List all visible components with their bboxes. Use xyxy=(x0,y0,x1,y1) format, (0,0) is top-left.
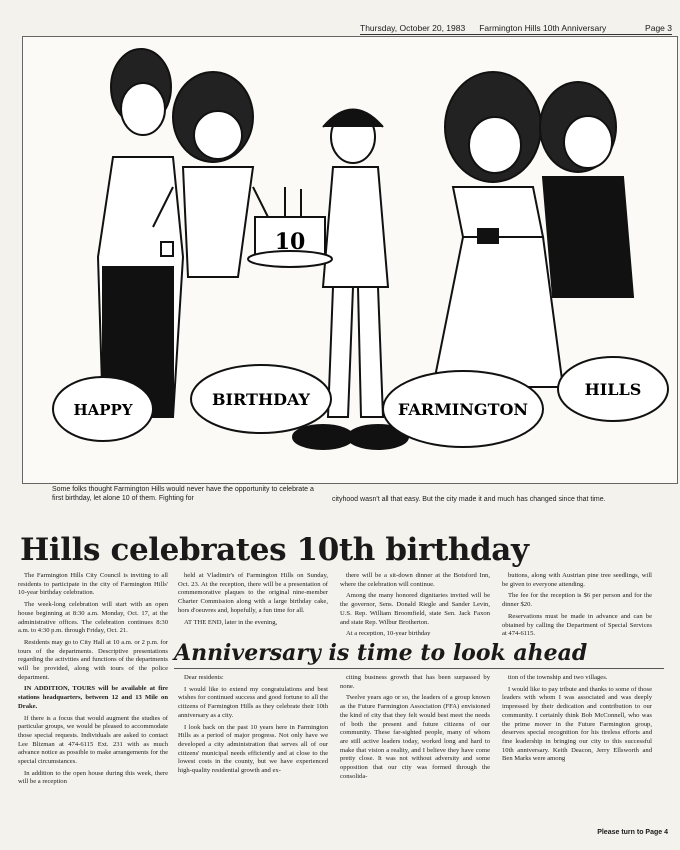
balloon-text-birthday: BIRTHDAY xyxy=(212,390,310,409)
continued-notice: Please turn to Page 4 xyxy=(597,829,668,836)
letter-column-1 xyxy=(178,674,328,834)
subheadline: Anniversary is time to look ahead xyxy=(174,640,588,666)
letter-column-2 xyxy=(340,674,490,834)
story-paragraph: The fee for the reception is $6 per person and for the dinner $20. xyxy=(502,592,652,609)
letter-paragraph: I look back on the past 10 years here in Farmington Hills as a period of major progress. Not only have we developed a city administration that serves all of our citizens' municipal needs efficiently and at close to the lowest costs in the county, but we have experienced high-quality residential growth and ex- xyxy=(178,723,328,775)
story-paragraph: Among the many honored dignitaries invited will be the governor, Sens. Donald Riegle and Sander Levin, U.S. Rep. William Broomfield, state Sen. Jack Faxon and state Rep. Wilbur Brotherton. xyxy=(340,592,490,626)
story-paragraph: At a reception, 10-year birthday xyxy=(346,630,431,636)
header-date: Thursday, October 20, 1983 xyxy=(360,23,466,33)
story-paragraph: AT THE END, later in the evening, xyxy=(184,618,278,626)
story-column-1 xyxy=(18,572,168,842)
story-paragraph: If there is a focus that would augment the studies of particular groups, we would be pleased to accommodate those special requests. Individuals are asked to contact Lee Blizman at 474-6115 Ext. 231 with as much advance notice as possible to make arrangements for the special circumstances. xyxy=(18,714,168,766)
story-paragraph: Residents may go to City Hall at 10 a.m. or 2 p.m. for tours of the departments. Descriptive presentations regarding the activities and functions of the departments will be provided, along with tours of the police department. xyxy=(18,638,168,681)
story-paragraph: there will be a sit-down dinner at the Botsford Inn, where the celebration will continue. xyxy=(340,572,490,588)
story-paragraph: The week-long celebration will start with an open house beginning at 8:30 a.m. Monday, Oct. 17, at the administrative offices. The celebration continues 8:30 a.m. to 4:30 p.m. through Friday, Oct. 21. xyxy=(18,601,168,635)
balloon-text-happy: HAPPY xyxy=(73,401,133,419)
cartoon-artwork xyxy=(23,37,677,483)
letter-column-3 xyxy=(502,674,652,828)
right-couple-figure xyxy=(433,72,633,387)
balloon-text-hills: HILLS xyxy=(584,380,642,399)
story-column-3 xyxy=(340,572,490,636)
story-paragraph: buttons, along with Austrian pine tree seedlings, will be given to everyone attending. xyxy=(502,572,652,588)
story-paragraph: held at Vladimir's of Farmington Hills on Sunday, Oct. 23. At the reception, there will be a presentation of commemorative plaques to the original nine-member Charter Commission along with a large birthday cake, hors d'oeuvres and, hopefully, a fun time for all. xyxy=(178,572,328,614)
letter-paragraph: citing business growth that has been surpassed by none. xyxy=(340,674,490,690)
header-section: Farmington Hills 10th Anniversary xyxy=(479,23,607,33)
balloon-text-farmington: FARMINGTON xyxy=(397,400,529,419)
story-column-4 xyxy=(502,572,652,636)
story-paragraph: Reservations must be made in advance and can be obtained by calling the Department of Special Services at 474-6115. xyxy=(502,612,652,636)
page-header xyxy=(360,22,672,35)
letter-paragraph: I would like to extend my congratulations and best wishes for continued success and good fortune to all the citizens of Farmington Hills as they celebrate their 10th anniversary as a city. xyxy=(178,685,328,719)
left-couple-figure xyxy=(98,49,273,417)
story-column-2 xyxy=(178,572,328,636)
letter-paragraph: I would like to pay tribute and thanks to some of those leaders with whom I was associated and was deeply impressed by their dedication and contribution to our community. I certainly think Bob McConnell, who was the prime mover in the Future Farmington group, deserves special recognition for his tireless efforts and fine leadership in bringing our city to this successful 10th anniversary. Keith Deacon, Jerry Ellsworth and Ben Marks were among xyxy=(502,685,652,763)
caption-right: cityhood wasn't all that easy. But the city made it and much has changed since that time. xyxy=(332,496,606,503)
caption-left: Some folks thought Farmington Hills would never have the opportunity to celebrate a first birthday, let alone 10 of them. Fighting for xyxy=(52,486,314,503)
subhead-divider xyxy=(174,668,664,669)
letter-paragraph: tion of the township and two villages. xyxy=(508,674,608,681)
headline: Hills celebrates 10th birthday xyxy=(20,532,529,568)
story-paragraph: IN ADDITION, TOURS will be available at fire stations headquarters, between 12 and 13 Mile on Drake. xyxy=(18,685,168,710)
letter-salutation: Dear residents: xyxy=(184,674,224,681)
birthday-illustration xyxy=(22,36,678,484)
header-page-number: Page 3 xyxy=(645,23,672,33)
letter-paragraph: Twelve years ago or so, the leaders of a group known as the Future Farmington Association (FFA) envisioned the kind of city that they felt would best meet the needs of both the present and future citizens of our community. These far-sighted people, many of whom are still active leaders today, worked long and hard to make that vision a reality, and I believe they have come pretty close. It was not without adversity and some opposition that our city was formed through the consolida- xyxy=(340,694,490,780)
story-paragraph: In addition to the open house during this week, there will be a reception xyxy=(18,769,168,786)
cake-number-text: 10 xyxy=(274,229,306,255)
story-paragraph: The Farmington Hills City Council is inviting to all residents to participate in the city of Farmington Hills' 10-year birthday celebration. xyxy=(18,572,168,597)
